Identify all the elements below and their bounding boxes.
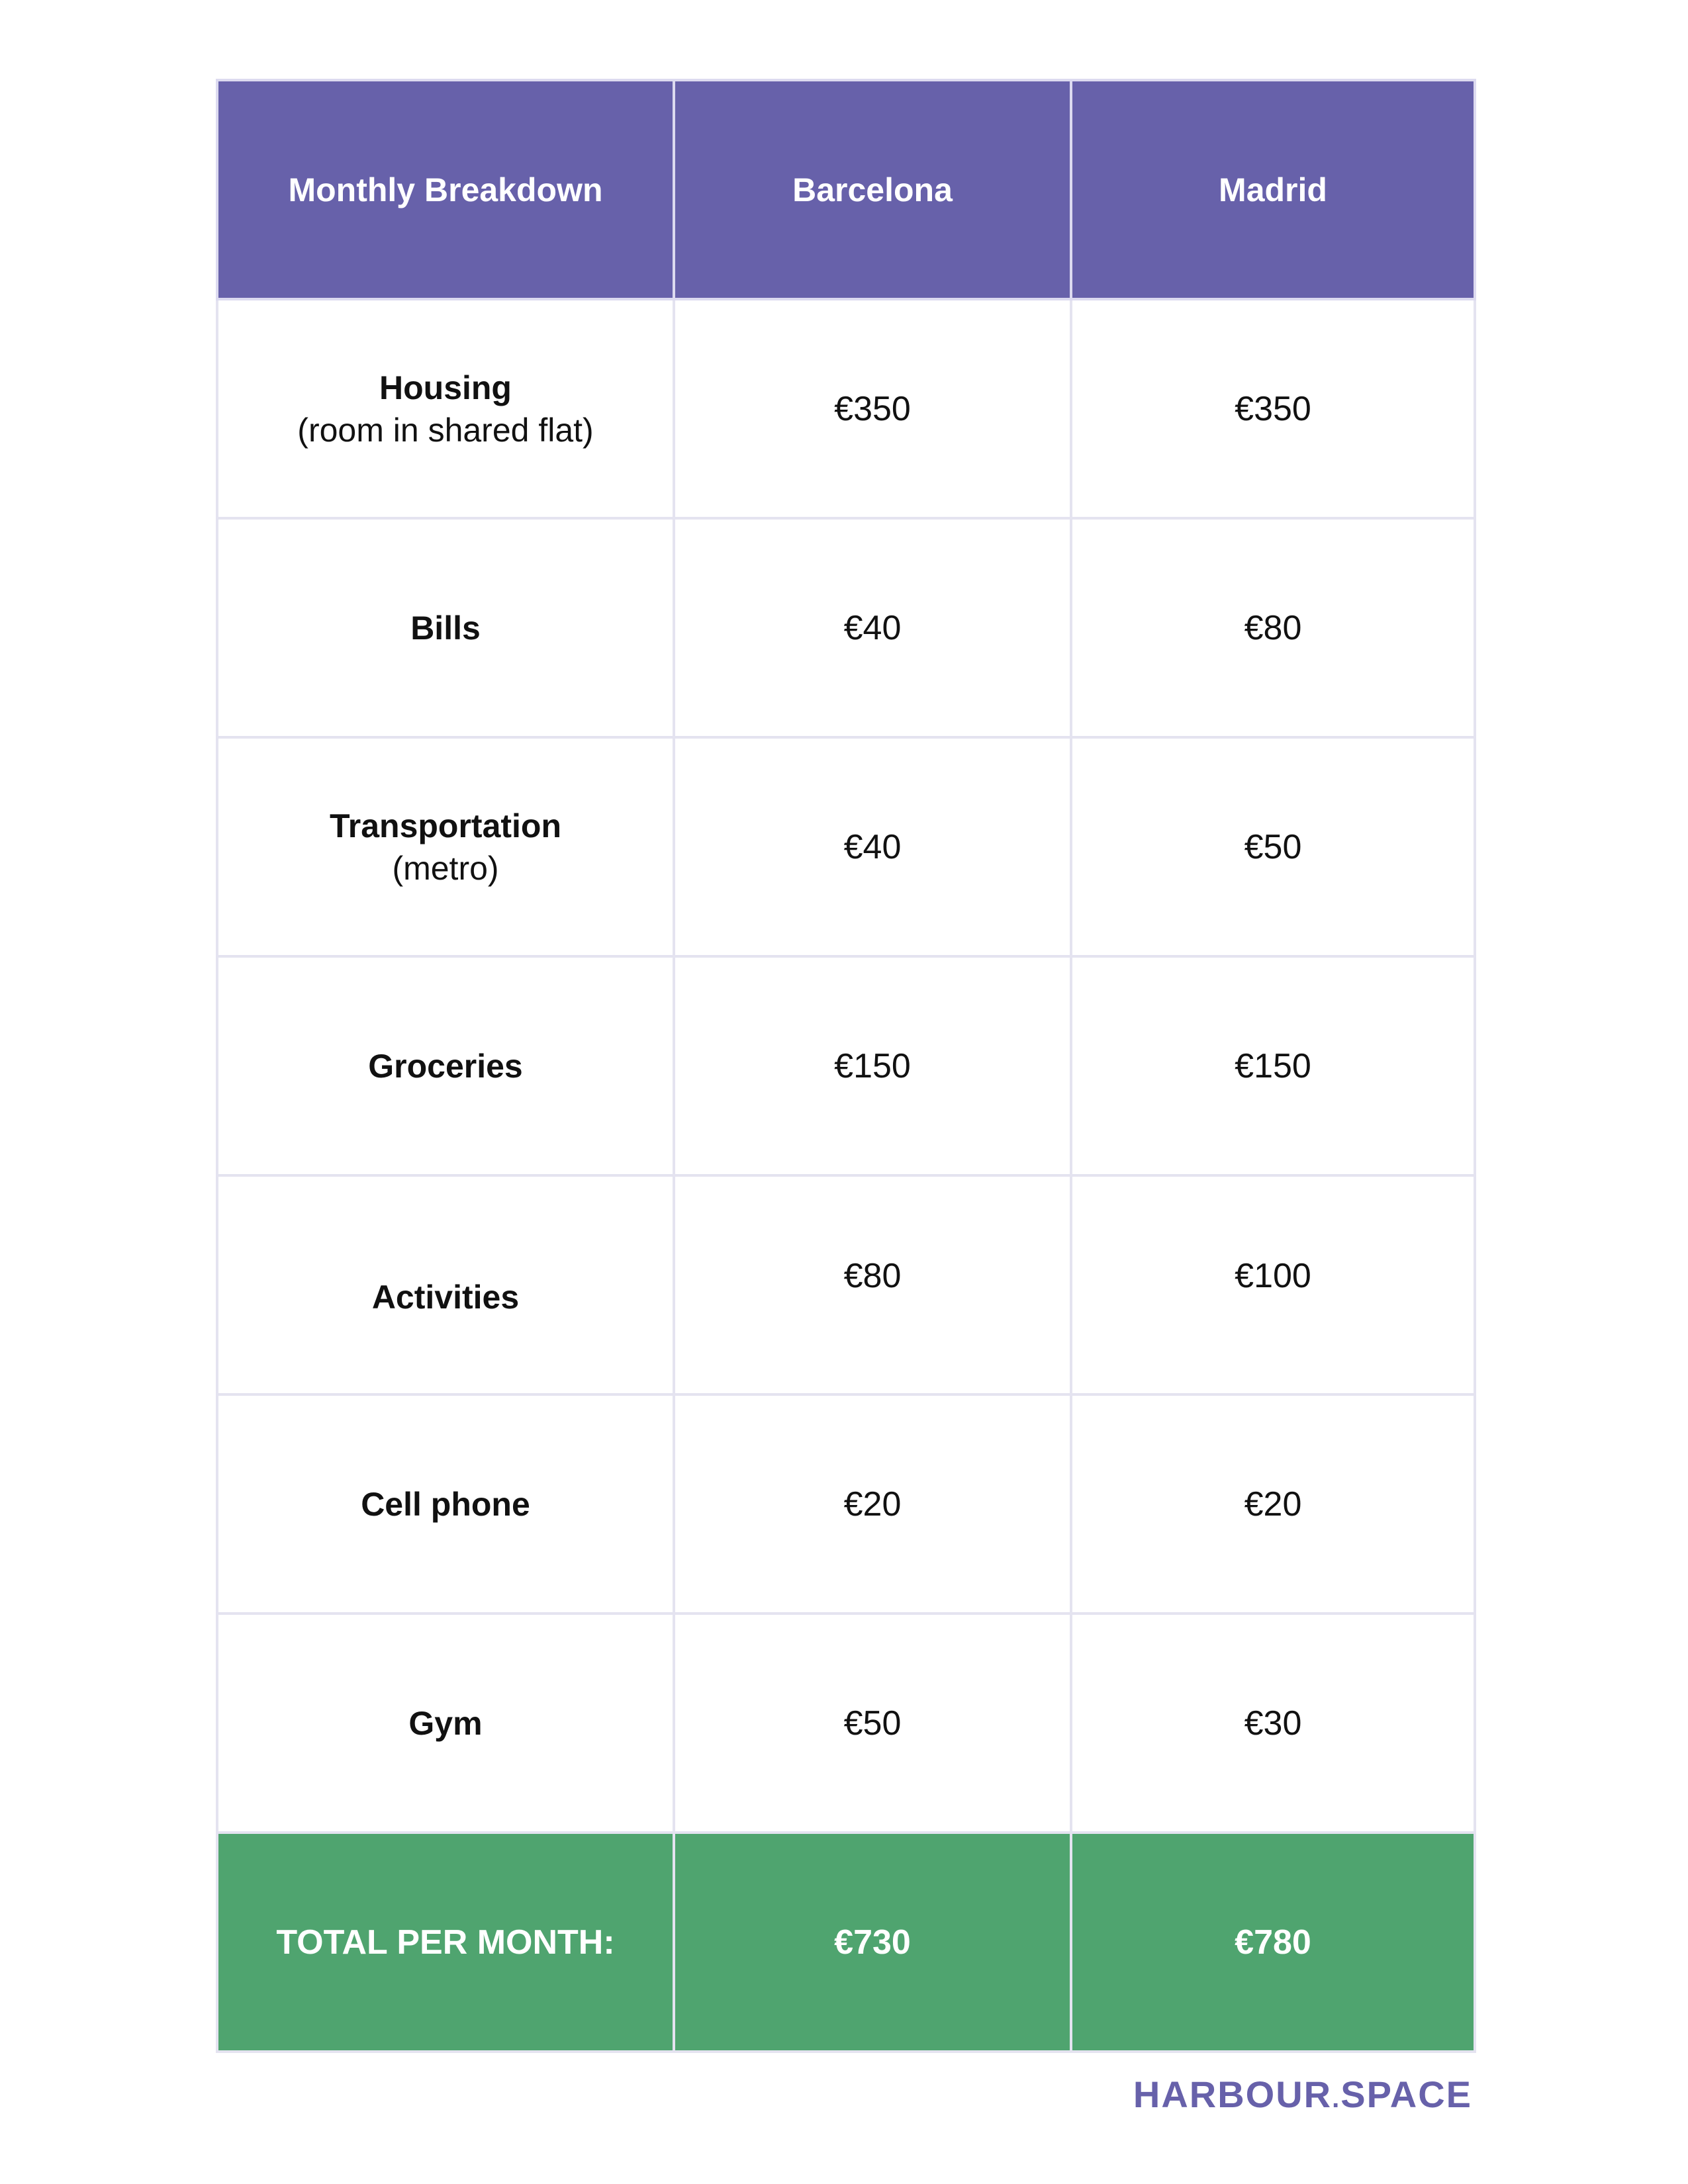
row-label: Housing <box>379 369 512 406</box>
madrid-value: €20 <box>1071 1394 1475 1614</box>
madrid-value: €100 <box>1071 1175 1475 1394</box>
table-row <box>217 737 1475 956</box>
row-label-cell <box>217 518 674 737</box>
row-label: Cell phone <box>361 1485 530 1523</box>
row-label: Groceries <box>368 1047 523 1085</box>
header-madrid: Madrid <box>1071 80 1475 299</box>
total-label: TOTAL PER MONTH: <box>217 1833 674 2052</box>
header-barcelona: Barcelona <box>674 80 1071 299</box>
barcelona-value: €40 <box>674 737 1071 956</box>
row-label-cell <box>217 956 674 1175</box>
barcelona-value: €50 <box>674 1614 1071 1833</box>
cost-breakdown-table <box>216 79 1476 2053</box>
total-barcelona: €730 <box>674 1833 1071 2052</box>
barcelona-value: €20 <box>674 1394 1071 1614</box>
row-sublabel: (room in shared flat) <box>297 411 594 449</box>
barcelona-value: €350 <box>674 299 1071 518</box>
madrid-value: €150 <box>1071 956 1475 1175</box>
brand-part1: HARBOUR <box>1133 2073 1333 2115</box>
row-label: Activities <box>371 1279 520 1316</box>
table-row <box>217 1175 1475 1394</box>
table-row <box>217 1394 1475 1614</box>
table-row <box>217 1614 1475 1833</box>
table-row <box>217 518 1475 737</box>
row-label-cell <box>217 299 674 518</box>
row-label: Transportation <box>329 807 562 844</box>
madrid-value: €30 <box>1071 1614 1475 1833</box>
row-label-cell <box>217 1614 674 1833</box>
table-row <box>217 299 1475 518</box>
madrid-value: €350 <box>1071 299 1475 518</box>
brand-separator: . <box>1332 2084 1341 2113</box>
row-sublabel: (metro) <box>392 849 499 887</box>
barcelona-value: €150 <box>674 956 1071 1175</box>
brand-part2: SPACE <box>1340 2073 1472 2115</box>
row-label-cell <box>217 1394 674 1614</box>
madrid-value: €80 <box>1071 518 1475 737</box>
madrid-value: €50 <box>1071 737 1475 956</box>
row-label: Bills <box>410 609 481 647</box>
barcelona-value: €40 <box>674 518 1071 737</box>
header-monthly-breakdown: Monthly Breakdown <box>217 80 674 299</box>
barcelona-value: €80 <box>674 1175 1071 1394</box>
row-label-cell <box>217 1175 674 1394</box>
harbour-space-logo <box>1133 2073 1472 2120</box>
row-label: Gym <box>408 1704 483 1742</box>
total-madrid: €780 <box>1071 1833 1475 2052</box>
header-row <box>217 80 1475 299</box>
row-label-cell <box>217 737 674 956</box>
table-row <box>217 956 1475 1175</box>
total-row <box>217 1833 1475 2052</box>
